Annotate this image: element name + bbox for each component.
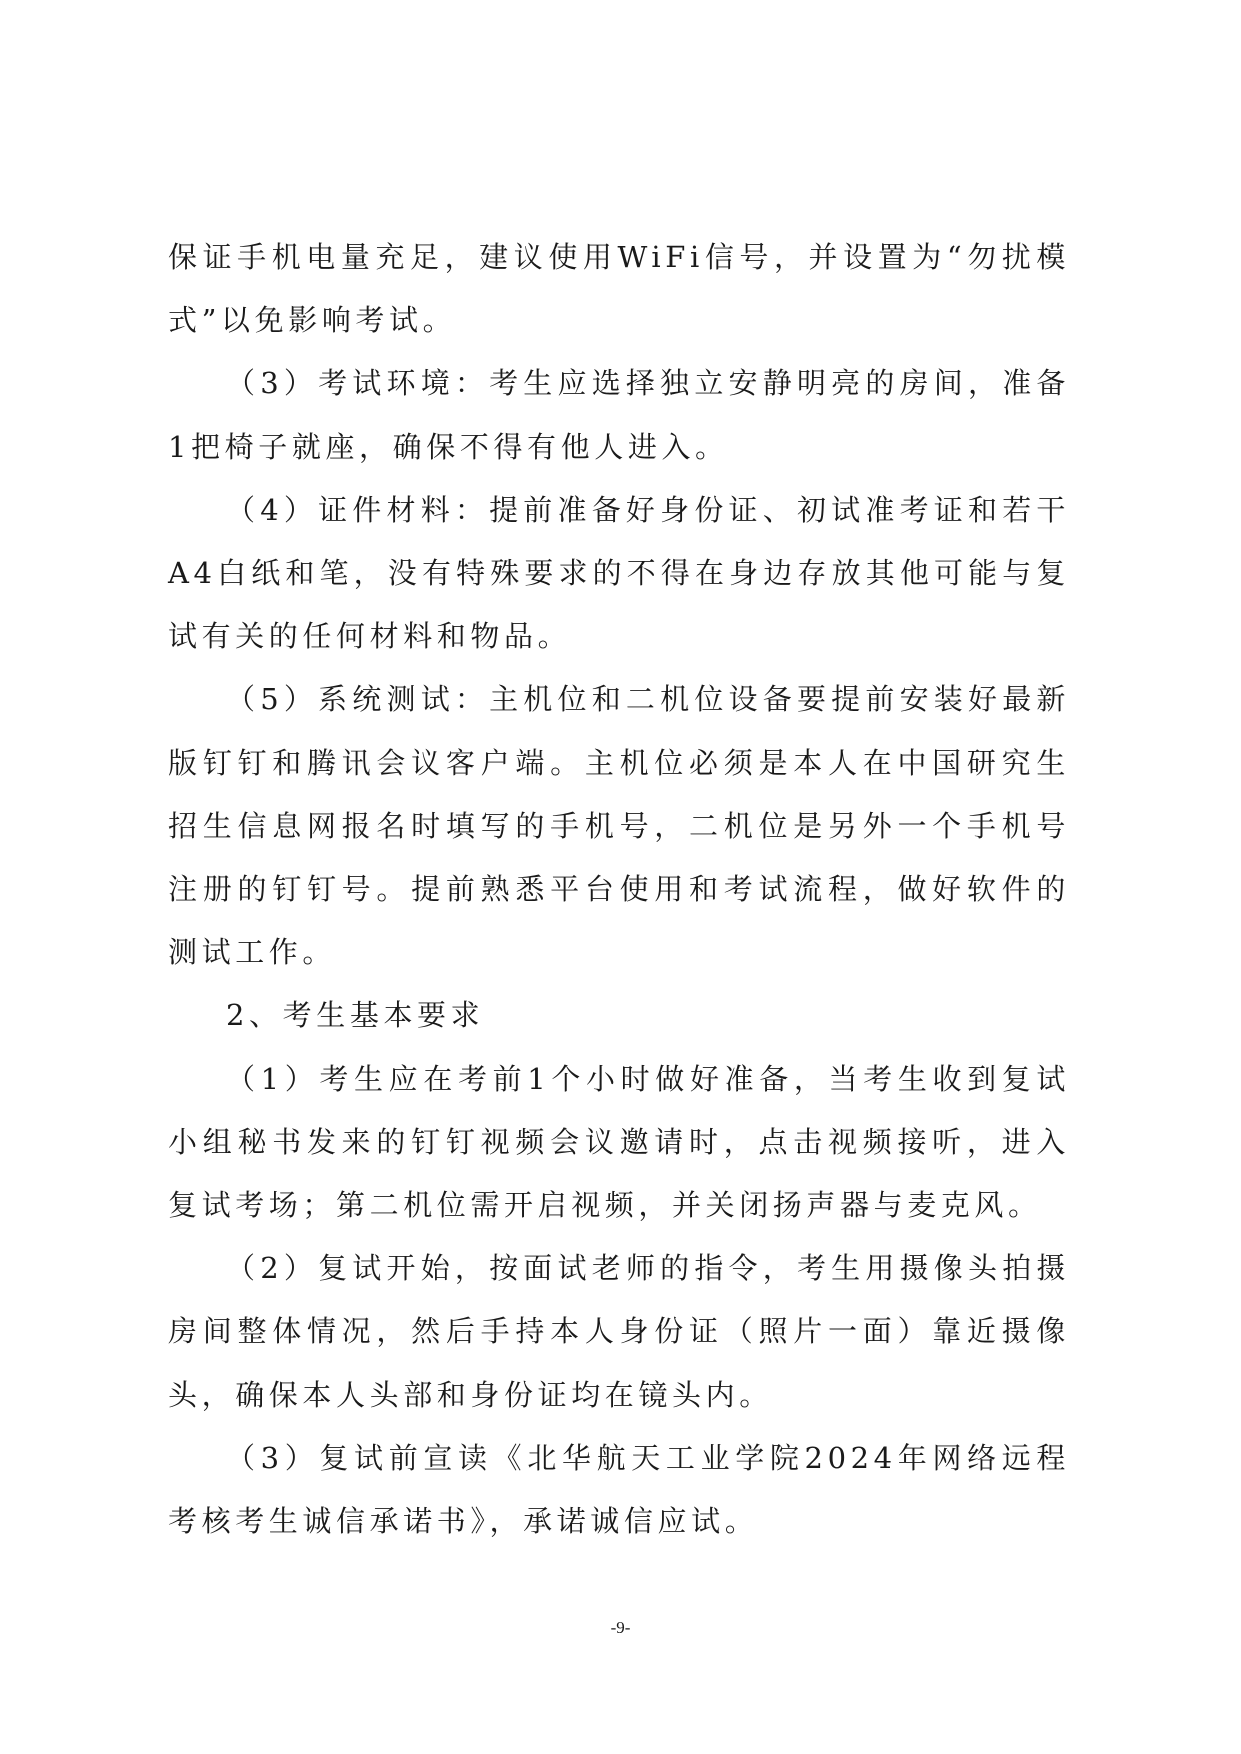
paragraph-integrity-pledge: （3）复试前宣读《北华航天工业学院2024年网络远程考核考生诚信承诺书》，承诺诚信应试。 bbox=[168, 1440, 1070, 1539]
section-heading-basic-requirements: 2、考生基本要求 bbox=[226, 998, 485, 1033]
page-number: -9- bbox=[610, 1618, 631, 1637]
paragraph-continuation: 保证手机电量充足，建议使用WiFi信号，并设置为“勿扰模式”以免影响考试。 bbox=[168, 240, 1070, 338]
paragraph-system-test: （5）系统测试：主机位和二机位设备要提前安装好最新版钉钉和腾讯会议客户端。主机位必须是本人在中国研究生招生信息网报名时填写的手机号，二机位是另外一个手机号注册的钉钉号。提前熟悉平台使用和考试流程，做好软件的测试工作。 bbox=[168, 682, 1070, 970]
paragraph-room-check: （2）复试开始，按面试老师的指令，考生用摄像头拍摄房间整体情况，然后手持本人身份证（照片一面）靠近摄像头，确保本人头部和身份证均在镜头内。 bbox=[168, 1251, 1070, 1412]
document-body bbox=[168, 226, 1070, 1553]
paragraph-preparation: （1）考生应在考前1个小时做好准备，当考生收到复试小组秘书发来的钉钉视频会议邀请时，点击视频接听，进入复试考场；第二机位需开启视频，并关闭扬声器与麦克风。 bbox=[168, 1061, 1070, 1223]
paragraph-exam-environment: （3）考试环境：考生应选择独立安静明亮的房间，准备1把椅子就座，确保不得有他人进入。 bbox=[168, 366, 1070, 464]
paragraph-id-materials: （4）证件材料：提前准备好身份证、初试准考证和若干A4白纸和笔，没有特殊要求的不得在身边存放其他可能与复试有关的任何材料和物品。 bbox=[168, 492, 1070, 654]
